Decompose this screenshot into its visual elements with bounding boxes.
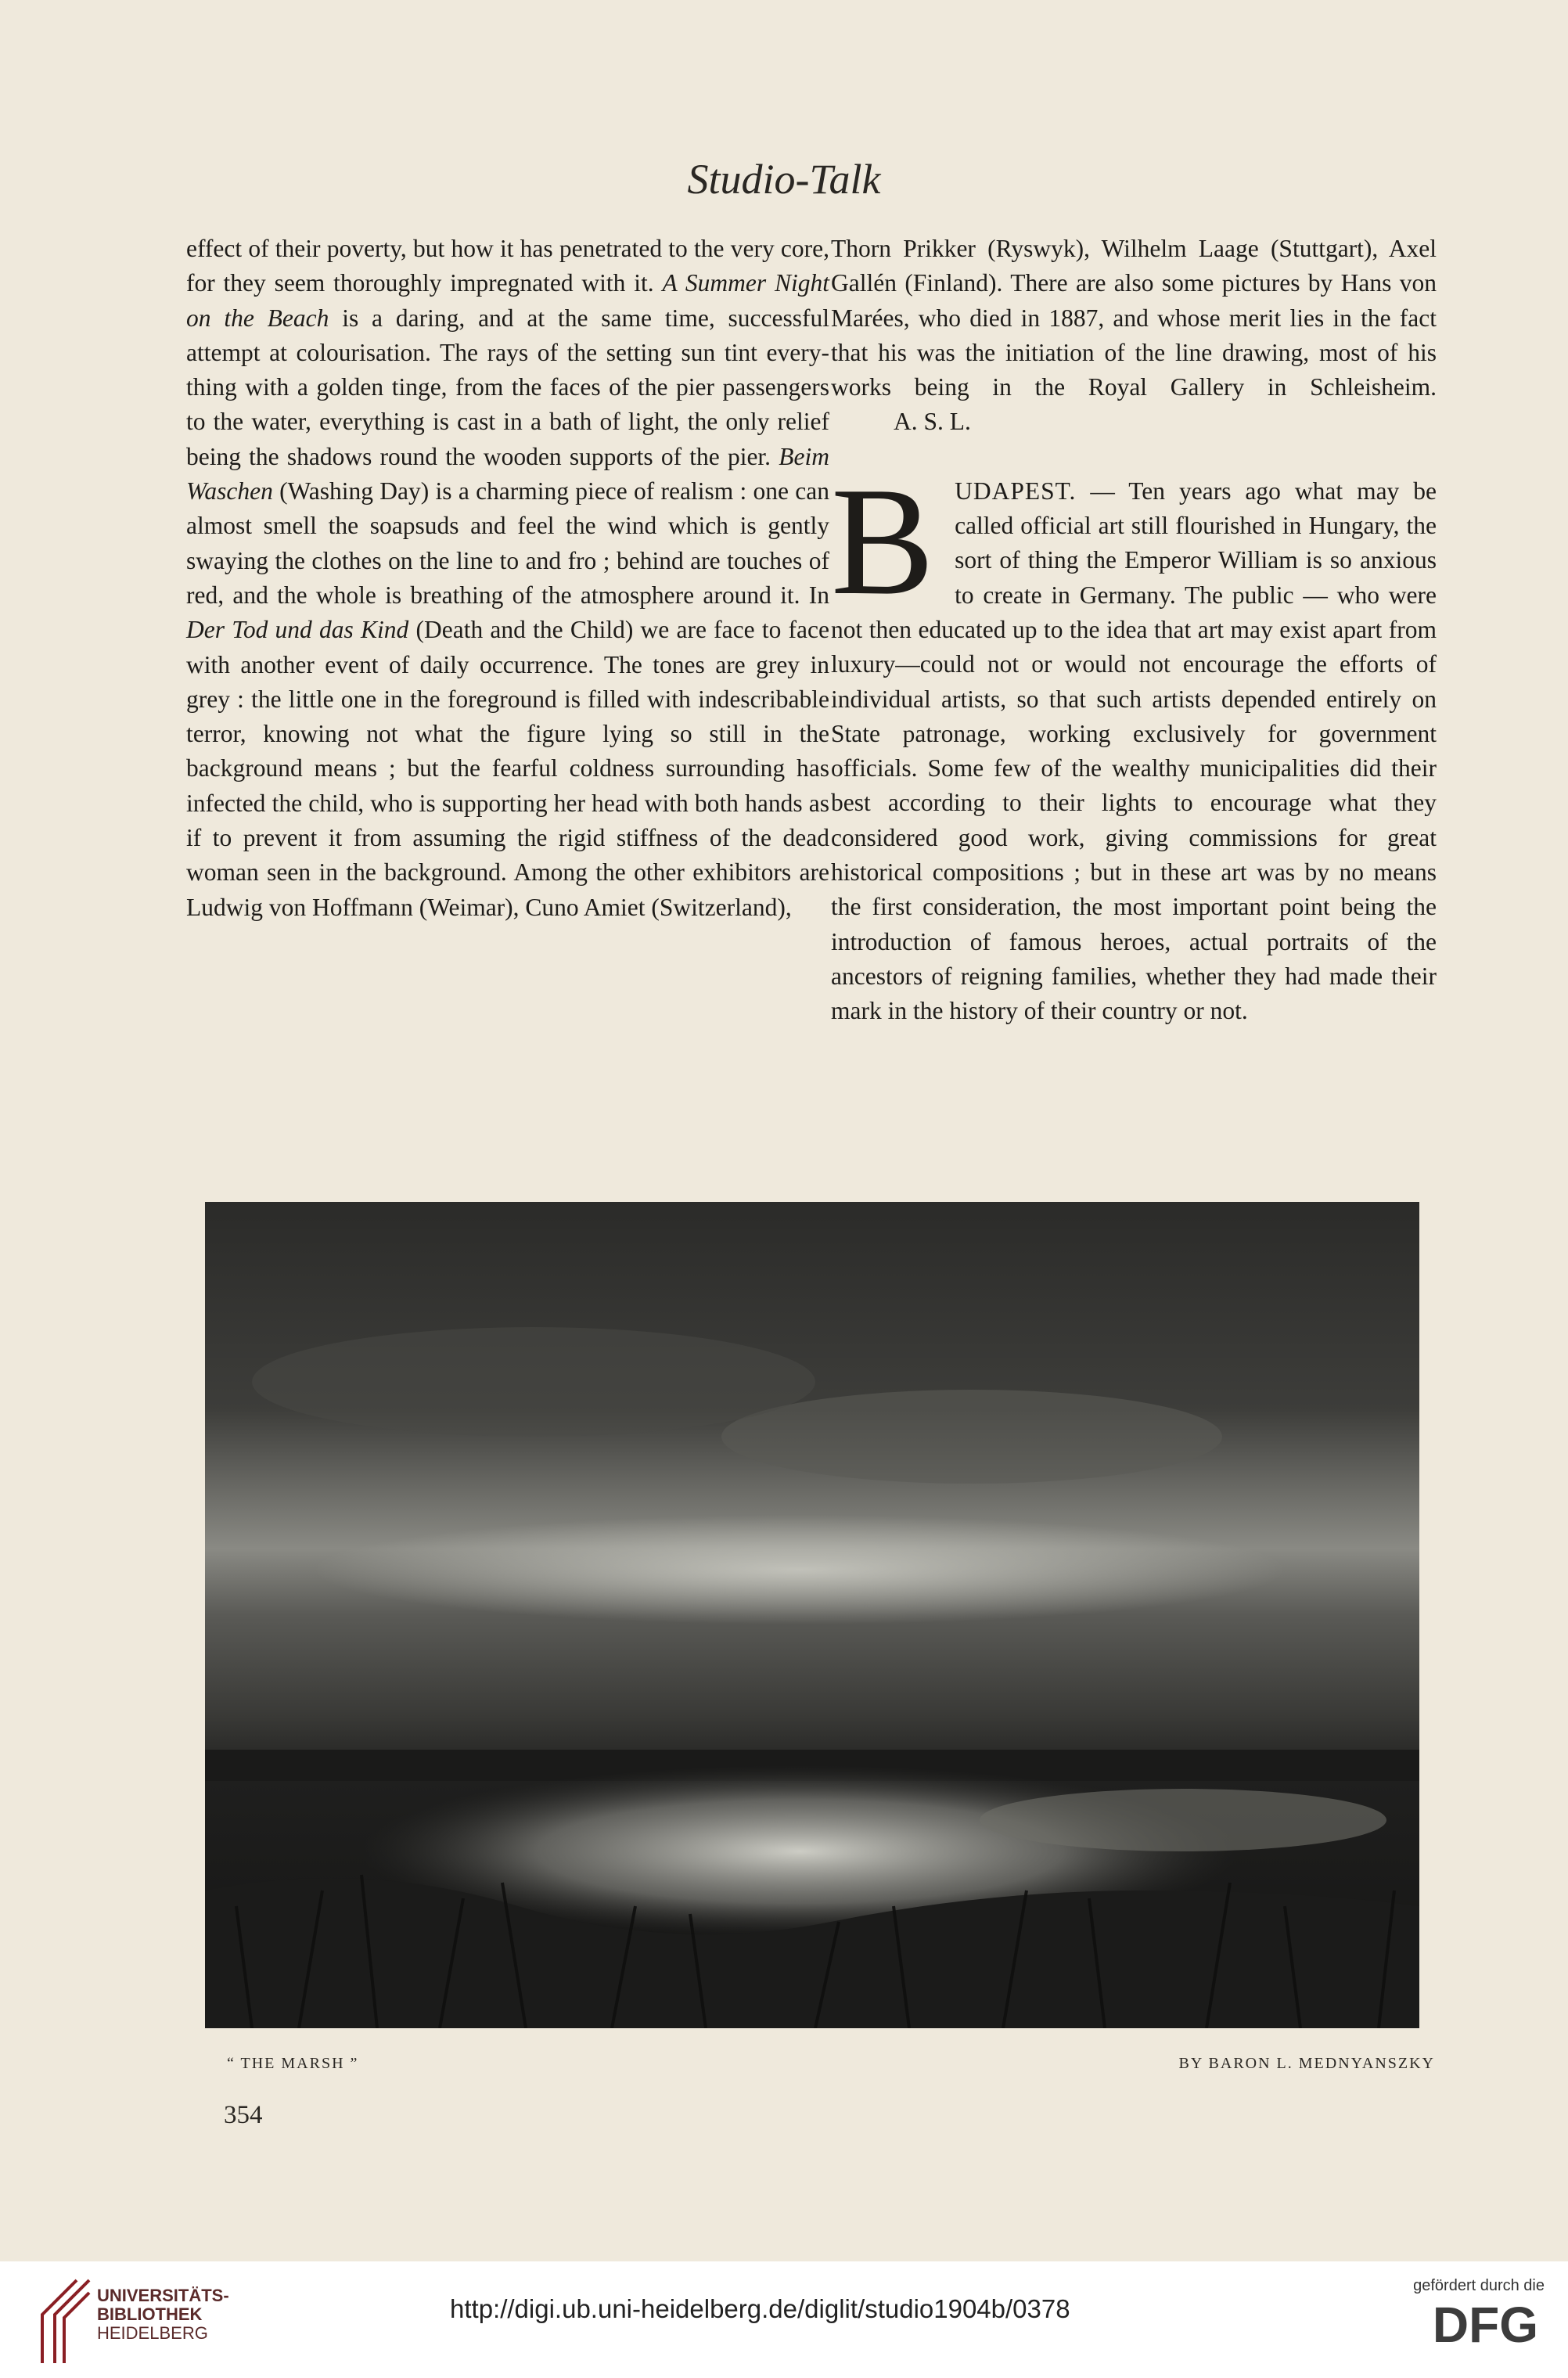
- dfg-logo-text: DFG: [1433, 2300, 1539, 2348]
- body-text: Thorn Prikker (Ryswyk), Wilhelm Laage (Stuttgart), Axel Gallén (Finland). There are also some pictures by Hans von Marées, who died in 1887, and whose merit lies in the fact that his was the initiation of the line drawing, most of his works being in the Royal Gallery in Schleisheim.: [831, 235, 1437, 401]
- funding-credit: [1413, 2277, 1545, 2348]
- marsh-painting: [205, 1202, 1419, 2028]
- library-name-line: HEIDELBERG: [97, 2323, 208, 2343]
- page-number: 354: [224, 2101, 263, 2129]
- author-signature: A. S. L.: [894, 408, 971, 436]
- running-head: Studio-Talk: [687, 156, 881, 203]
- section-lead: UDAPEST.: [955, 477, 1077, 505]
- body-text: is a daring, and at the same time, successful attempt at colourisation. The rays of the setting sun tint everything with a golden tinge, from the faces of the pier passengers to the water, everything is cast in a bath of light, the only relief being the shadows round the wooden supports of the pier.: [186, 304, 829, 470]
- library-name: [97, 2286, 229, 2343]
- drop-cap: B: [831, 455, 935, 627]
- source-url-link[interactable]: http://digi.ub.uni-heidelberg.de/diglit/studio1904b/0378: [450, 2294, 1070, 2323]
- dfg-logo-icon: [1413, 2300, 1538, 2348]
- artwork-title: Der Tod und das Kind: [186, 616, 409, 644]
- artwork-plate: [205, 1202, 1419, 2028]
- left-column-paragraph: [186, 232, 829, 925]
- funding-label: gefördert durch die: [1413, 2277, 1545, 2294]
- right-column: [831, 232, 1437, 1029]
- body-text: (Washing Day) is a charming piece of realism : one can almost smell the soapsuds and feel the wind which is gently swaying the clothes on the line to and fro ; behind are touches of red, and the whole is breathing of the atmosphere around it. In: [186, 477, 829, 609]
- library-logo-icon: [38, 2275, 94, 2368]
- artwork-title: A Summer Night on the Beach: [186, 269, 829, 332]
- budapest-section: [831, 455, 1437, 1029]
- library-name-line: UNIVERSITÄTS-: [97, 2286, 229, 2305]
- library-name-line: BIBLIOTHEK: [97, 2304, 203, 2324]
- body-text: — Ten years ago what may be called official art still flourished in Hungary, the sort of thing the Emperor William is so anxious to create in Germany. The public — who were not then educated up to the idea that art may exist apart from luxury—could not or would not encourage the efforts of individual artists, so that such artists depended entirely on State patronage, working exclusively for government officials. Some few of the wealthy municipalities did their best according to their lights to encourage what they considered good work, giving commissions for great historical compositions ; but in these art was by no means the first consideration, the most important point being the introduction of famous heroes, actual portraits of the ancestors of reigning families, whether they had made their mark in the history of their country or not.: [831, 477, 1437, 1025]
- right-column-paragraph: [831, 232, 1437, 440]
- plate-caption-title: “ THE MARSH ”: [227, 2055, 359, 2072]
- body-text: (Death and the Child) we are face to face with another event of daily occurrence. The tones are grey in grey : the little one in the foreground is filled with indescribable terror, knowing not what the figure lying so still in the background means ; but the fearful coldness surrounding has infected the child, who is supporting her head with both hands as if to prevent it from assuming the rigid stiffness of the dead woman seen in the background. Among the other exhibitors are Ludwig von Hoffmann (Weimar), Cuno Amiet (Switzerland),: [186, 616, 829, 921]
- plate-caption-artist: BY BARON L. MEDNYANSZKY: [1178, 2055, 1435, 2072]
- body-text: effect of their poverty, but how it has penetrated to the very core, for they seem thoroughly impregnated with it.: [186, 235, 829, 297]
- left-column: [186, 232, 829, 925]
- artwork-title: Beim Waschen: [186, 442, 829, 505]
